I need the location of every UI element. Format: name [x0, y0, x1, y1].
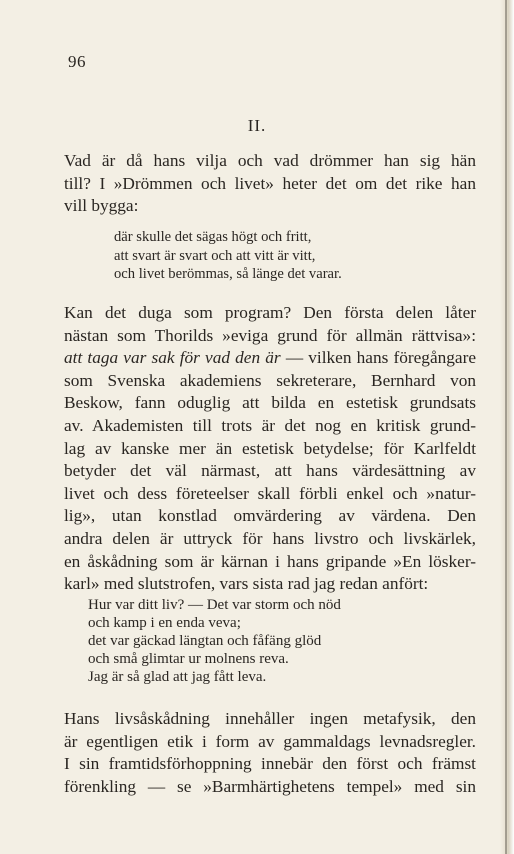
paragraph-2 — [64, 302, 476, 596]
verse-line: och livet berömmas, så länge det varar. — [114, 266, 342, 283]
text-line: en åskådning som är kärnan i hans gripande »En lösker- — [64, 551, 476, 571]
verse-line: Hur var ditt liv? — Det var storm och nöd — [88, 597, 341, 613]
text-line: nästan som Thorilds »eviga grund för allmän rättvisa»: — [64, 325, 476, 345]
text-line — [64, 347, 476, 370]
text-line: betyder det väl närmast, att hans värdesättning av — [64, 461, 476, 481]
verse-quote-2 — [88, 596, 341, 686]
section-heading: II. — [247, 116, 267, 135]
text-line: Kan det duga som program? Den första delen låter — [64, 303, 476, 322]
paragraph-3 — [64, 708, 476, 798]
text-line: förenkling — se »Barmhärtighetens tempel» med sin — [64, 776, 476, 796]
verse-line: där skulle det sägas högt och fritt, — [114, 229, 312, 245]
text-line: till? I »Drömmen och livet» heter det om det rike han — [64, 173, 476, 193]
verse-line: och kamp i en enda veva; — [88, 615, 241, 631]
verse-quote-1 — [114, 228, 342, 284]
verse-line: Jag är så glad att jag fått leva. — [88, 669, 267, 685]
verse-line: och små glimtar ur molnens reva. — [88, 651, 289, 667]
text-line: andra delen är uttryck för hans livstro och livskärlek, — [64, 528, 476, 548]
text-line: lag av kanske mer än estetisk betydelse; för Karlfeldt — [64, 438, 476, 458]
text-line: Vad är då hans vilja och vad drömmer han sig hän — [64, 151, 476, 170]
text-line: lig», utan konstlad omvärdering av värdena. Den — [64, 506, 476, 526]
text-line: Hans livsåskådning innehåller ingen metafysik, den — [64, 709, 476, 728]
text-line: Beskow, fann oduglig att bilda en estetisk grundsats — [64, 393, 476, 413]
verse-line: att svart är svart och att vitt är vitt, — [114, 247, 316, 264]
text-line: vill bygga: — [64, 196, 139, 216]
text-fragment: — vilken hans föregångare — [280, 348, 476, 368]
text-line: av. Akademisten till trots är det nog en kritisk grund- — [64, 415, 476, 435]
verse-line: det var gäckad längtan och fåfäng glöd — [88, 633, 322, 649]
text-line: livet och dess företeelser skall förbli enkel och »natur- — [64, 483, 476, 503]
text-line: I sin framtidsförhoppning innebär den först och främst — [64, 754, 476, 774]
text-line: som Svenska akademiens sekreterare, Bernhard von — [64, 370, 476, 390]
page-number: 96 — [68, 52, 86, 71]
text-line: karl» med slutstrofen, vars sista rad jag redan anfört: — [64, 574, 429, 594]
italic-quote: att taga var sak för vad den är — [64, 348, 281, 368]
text-line: är egentligen etik i form av gammaldags levnadsregler. — [64, 731, 476, 751]
paragraph-1 — [64, 150, 476, 218]
